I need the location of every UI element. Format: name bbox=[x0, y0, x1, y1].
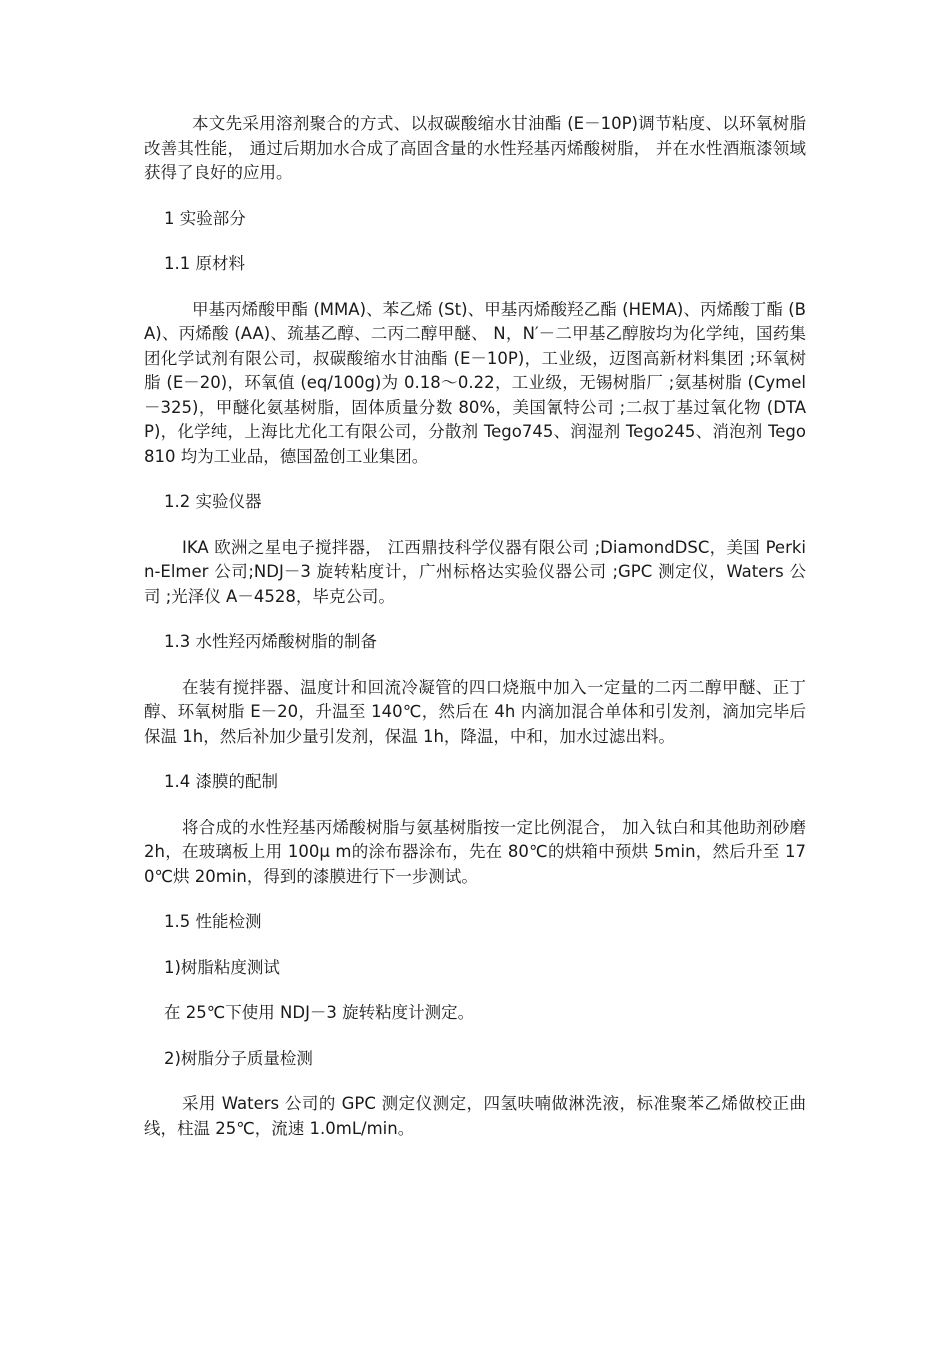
preparation-paragraph: 在装有搅拌器、温度计和回流冷凝管的四口烧瓶中加入一定量的二丙二醇甲醚、正丁醇、环氧树脂 E－20，升温至 140℃，然后在 4h 内滴加混合单体和引发剂，滴加完毕后保温 1h，然后补加少量引发剂，保温 1h，降温，中和，加水过滤出料。 bbox=[144, 677, 806, 746]
film-paragraph: 将合成的水性羟基丙烯酸树脂与氨基树脂按一定比例混合， 加入钛白和其他助剂砂磨 2h，在玻璃板上用 100μ m的涂布器涂布，先在 80℃的烘箱中预烘 5min，然后升至 170℃烘 20min，得到的漆膜进行下一步测试。 bbox=[144, 817, 806, 886]
materials-paragraph: 甲基丙烯酸甲酯 (MMA)、苯乙烯 (St)、甲基丙烯酸羟乙酯 (HEMA)、丙烯酸丁酯 (BA)、丙烯酸 (AA)、巯基乙醇、二丙二醇甲醚、 N，N′－二甲基乙醇胺均为化学纯，国药集团化学试剂有限公司，叔碳酸缩水甘油酯 (E－10P)，工业级，迈图高新材料集团 ;环氧树脂 (E－20)，环氧值 (eq/100g)为 0.18～0.22，工业级，无锡树脂厂 ;氨基树脂 (Cymel－325)，甲醚化氨基树脂，固体质量分数 80%，美国氰特公司 ;二叔丁基过氧化物 (DTAP)，化学纯，上海比尤化工有限公司，分散剂 Tego745、润湿剂 Tego245、消泡剂 Tego810 均为工业品，德国盈创工业集团。 bbox=[144, 299, 806, 466]
section-heading-1-5: 1.5 性能检测 bbox=[164, 912, 262, 931]
test1-title: 1)树脂粘度测试 bbox=[164, 957, 280, 977]
test2-body: 采用 Waters 公司的 GPC 测定仪测定，四氢呋喃做淋洗液，标准聚苯乙烯做校正曲线，柱温 25℃，流速 1.0mL/min。 bbox=[144, 1094, 806, 1138]
instruments-paragraph: IKA 欧洲之星电子搅拌器， 江西鼎技科学仪器有限公司 ;DiamondDSC，美国 Perkin-Elmer 公司;NDJ－3 旋转粘度计，广州标格达实验仪器公司 ;GPC 测定仪，Waters 公司 ;光泽仪 A－4528，毕克公司。 bbox=[144, 537, 806, 606]
test2-title: 2)树脂分子质量检测 bbox=[164, 1048, 313, 1068]
test1-body: 在 25℃下使用 NDJ－3 旋转粘度计测定。 bbox=[164, 1003, 475, 1022]
section-heading-1-4: 1.4 漆膜的配制 bbox=[164, 772, 278, 791]
intro-paragraph: 本文先采用溶剂聚合的方式、以叔碳酸缩水甘油酯 (E－10P)调节粘度、以环氧树脂改善其性能， 通过后期加水合成了高固含量的水性羟基丙烯酸树脂， 并在水性酒瓶漆领域获得了良好的应用。 bbox=[144, 114, 806, 182]
section-heading-1-1: 1.1 原材料 bbox=[164, 254, 245, 273]
section-heading-1-2: 1.2 实验仪器 bbox=[164, 492, 262, 511]
section-heading-1: 1 实验部分 bbox=[164, 208, 246, 228]
section-heading-1-3: 1.3 水性羟丙烯酸树脂的制备 bbox=[164, 632, 377, 651]
document-page bbox=[144, 112, 806, 1162]
